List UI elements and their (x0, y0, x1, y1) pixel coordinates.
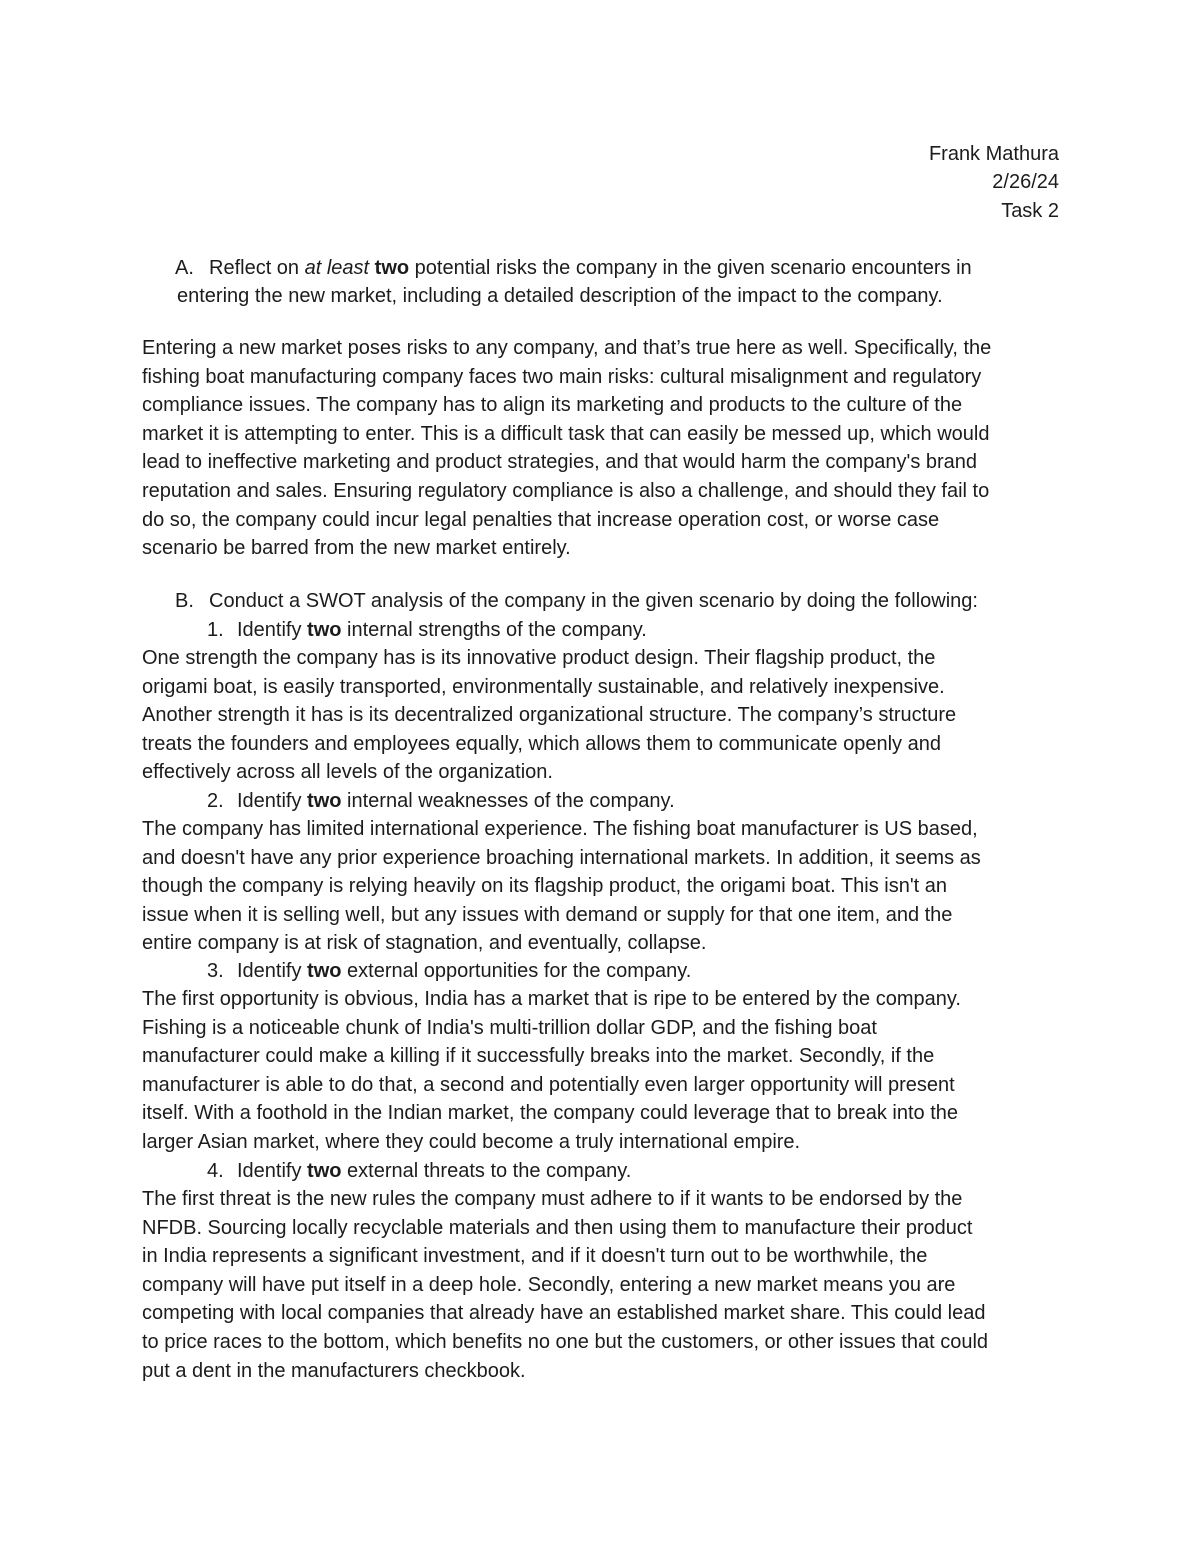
author-name: Frank Mathura (928, 143, 1059, 165)
task-label: Task 2 (1001, 199, 1059, 222)
swot-item-weaknesses: 2. Identify two internal weaknesses of the company. (207, 790, 675, 812)
swot-item-opportunities: 3. Identify two external opportunities for the company. (207, 960, 692, 982)
section-b-marker: B. (175, 590, 194, 612)
header-block (929, 140, 1059, 225)
document-date: 2/26/24 (992, 171, 1059, 194)
section-a-marker: A. (175, 257, 194, 279)
strengths-answer: One strength the company has is its innovative product design. Their flagship product, the origami boat, is easily transported, environmentally sustainable, and relatively inexpensive. Another strength it has is its decentralized organizational structure. The company’s structure treats the founders and employees equally, which allows them to communicate openly and effectively across all levels of the organization. (142, 647, 957, 784)
section-b-prompt: B. Conduct a SWOT analysis of the company in the given scenario by doing the following: (175, 587, 1075, 615)
opportunities-answer: The first opportunity is obvious, India has a market that is ripe to be entered by the company. Fishing is a noticeable chunk of India's multi-trillion dollar GDP, and the fishing boat manufacturer could make a killing if it successfully breaks into the market. Secondly, if the manufacturer is able to do that, a second and potentially even larger opportunity will present itself. With a foothold in the Indian market, the company could leverage that to break into the larger Asian market, where they could become a truly international empire. (142, 988, 961, 1153)
threats-answer: The first threat is the new rules the company must adhere to if it wants to be endorsed by the NFDB. Sourcing locally recyclable materials and then using them to manufacture their product in India represents a significant investment, and if it doesn't turn out to be worthwhile, the company will have put itself in a deep hole. Secondly, entering a new market means you are competing with local companies that already have an established market share. This could lead to price races to the bottom, which benefits no one but the customers, or other issues that could put a dent in the manufacturers checkbook. (142, 1188, 989, 1382)
section-a-prompt: A. Reflect on at least two potential risks the company in the given scenario encounters in entering the new market, including a detailed description of the impact to the company. (175, 254, 1075, 311)
swot-item-threats: 4. Identify two external threats to the company. (207, 1160, 632, 1182)
swot-item-strengths: 1. Identify two internal strengths of the company. (207, 619, 647, 641)
weaknesses-answer: The company has limited international experience. The fishing boat manufacturer is US based, and doesn't have any prior experience broaching international markets. In addition, it seems as though the company is relying heavily on its flagship product, the origami boat. This isn't an issue when it is selling well, but any issues with demand or supply for that one item, and the entire company is at risk of stagnation, and eventually, collapse. (142, 818, 981, 955)
section-a-answer: Entering a new market poses risks to any company, and that’s true here as well. Specifically, the fishing boat manufacturing company faces two main risks: cultural misalignment and regulatory compliance issues. The company has to align its marketing and products to the culture of the market it is attempting to enter. This is a difficult task that can easily be messed up, which would lead to ineffective marketing and product strategies, and that would harm the company's brand reputation and sales. Ensuring regulatory compliance is also a challenge, and should they fail to do so, the company could incur legal penalties that increase operation cost, or worse case scenario be barred from the new market entirely. (142, 337, 992, 560)
